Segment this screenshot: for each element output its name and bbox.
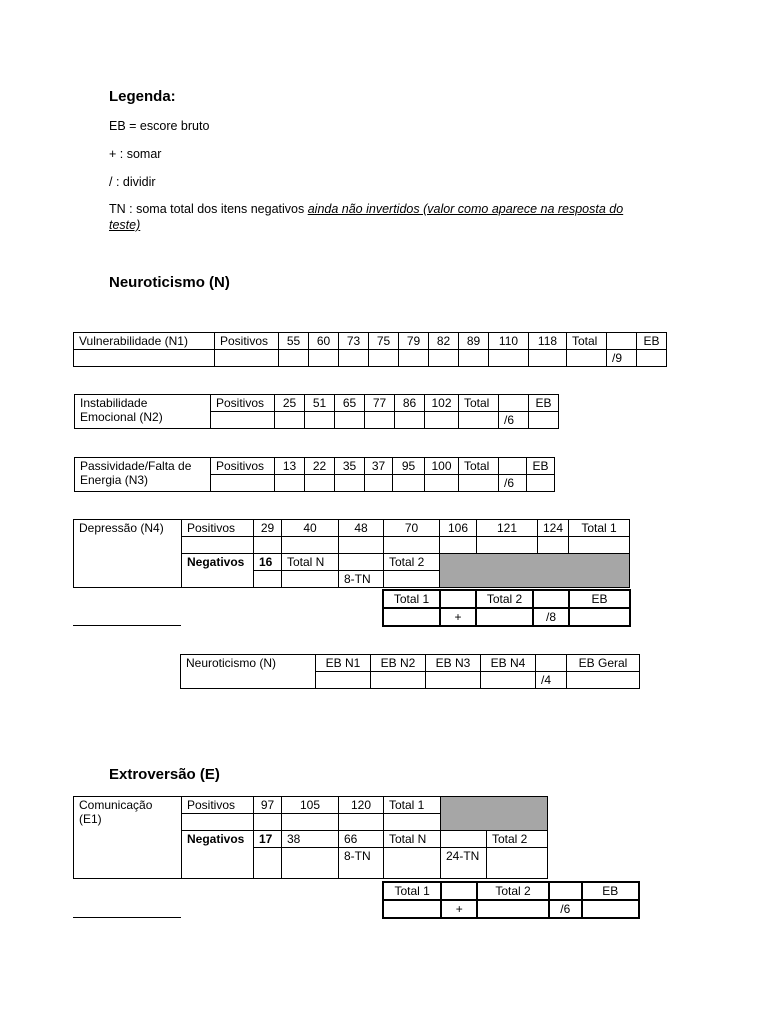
e1-totaln-cell[interactable] [384, 848, 441, 879]
n1-score-cell[interactable] [459, 350, 489, 367]
n2-cell [211, 412, 275, 429]
e1-neg-item: 17 [254, 831, 282, 848]
n3-score-cell[interactable] [305, 475, 335, 492]
e1-score-cell[interactable] [282, 814, 339, 831]
table-n2 [74, 394, 559, 429]
n4-cell [182, 537, 254, 554]
e1-shaded [441, 797, 548, 831]
n4-sum-total1-cell[interactable] [383, 608, 440, 626]
e1-neg-score-cell[interactable] [254, 848, 282, 879]
n4-shaded [440, 554, 630, 588]
n1-score-cell[interactable] [529, 350, 567, 367]
n3-item: 35 [335, 458, 365, 475]
n1-item: 60 [309, 333, 339, 350]
n1-item: 79 [399, 333, 429, 350]
n1-blank [607, 333, 637, 350]
n1-item: 55 [279, 333, 309, 350]
geral-label: Neuroticismo (N) [181, 655, 316, 689]
n1-item: 110 [489, 333, 529, 350]
geral-div: /4 [536, 672, 567, 689]
n1-cell [74, 350, 215, 367]
geral-score-cell[interactable] [371, 672, 426, 689]
n3-total-label: Total [459, 458, 499, 475]
e1-neg-item: 38 [282, 831, 339, 848]
n4-totaln-label: Total N [282, 554, 339, 571]
n4-sum-div: /8 [533, 608, 569, 626]
n3-div: /6 [499, 475, 527, 492]
n1-eb-cell[interactable] [637, 350, 667, 367]
geral-score-cell[interactable] [426, 672, 481, 689]
n3-item: 95 [393, 458, 425, 475]
n1-label: Vulnerabilidade (N1) [74, 333, 215, 350]
n4-total2-label: Total 2 [384, 554, 440, 571]
n3-score-cell[interactable] [365, 475, 393, 492]
n4-signature-line [73, 625, 181, 626]
n4-score-cell[interactable] [538, 537, 569, 554]
e1-sum-eb-label: EB [582, 882, 639, 900]
n2-blank [499, 395, 529, 412]
n1-item: 118 [529, 333, 567, 350]
n1-item: 73 [339, 333, 369, 350]
table-n3 [74, 457, 555, 492]
n2-pos-label: Positivos [211, 395, 275, 412]
geral-score-cell[interactable] [316, 672, 371, 689]
n2-score-cell[interactable] [335, 412, 365, 429]
n2-item: 51 [305, 395, 335, 412]
e1-sum-plus: + [441, 900, 477, 918]
n1-score-cell[interactable] [309, 350, 339, 367]
n4-sum-blank [440, 590, 476, 608]
n1-eb-label: EB [637, 333, 667, 350]
n4-score-cell[interactable] [282, 537, 339, 554]
geral-blank [536, 655, 567, 672]
e1-sum-total1-label: Total 1 [383, 882, 441, 900]
e1-item: 120 [339, 797, 384, 814]
e1-total1-label: Total 1 [384, 797, 441, 814]
table-e1 [73, 796, 548, 879]
legend-tn [109, 201, 654, 233]
n2-item: 86 [395, 395, 425, 412]
e1-item: 97 [254, 797, 282, 814]
n2-label: Instabilidade Emocional (N2) [75, 395, 211, 429]
geral-col-label: EB N4 [481, 655, 536, 672]
table-n1 [73, 332, 667, 367]
n2-score-cell[interactable] [275, 412, 305, 429]
n4-sum-eb-label: EB [569, 590, 630, 608]
n4-totaln-cell[interactable] [282, 571, 339, 588]
e1-tn24: 24-TN [441, 848, 487, 879]
e1-score-cell[interactable] [339, 814, 384, 831]
n4-label: Depressão (N4) [74, 520, 182, 588]
n4-neg-score-cell[interactable] [254, 571, 282, 588]
n1-score-cell[interactable] [429, 350, 459, 367]
n2-item: 77 [365, 395, 395, 412]
n2-eb-label: EB [529, 395, 559, 412]
n4-sum-plus: + [440, 608, 476, 626]
n4-item: 106 [440, 520, 477, 537]
n4-score-cell[interactable] [440, 537, 477, 554]
e1-total2-cell[interactable] [487, 848, 548, 879]
n4-item: 70 [384, 520, 440, 537]
n4-item: 124 [538, 520, 569, 537]
n1-score-cell[interactable] [279, 350, 309, 367]
e1-sum-total1-cell[interactable] [383, 900, 441, 918]
extro-title: Extroversão (E) [109, 766, 220, 783]
e1-neg-score-cell[interactable] [282, 848, 339, 879]
n1-div: /9 [607, 350, 637, 367]
e1-signature-line [73, 917, 181, 918]
n4-total2-cell[interactable] [384, 571, 440, 588]
n4-score-cell[interactable] [384, 537, 440, 554]
n2-score-cell[interactable] [305, 412, 335, 429]
e1-neg-label: Negativos [182, 831, 254, 879]
n4-tn: 8-TN [339, 571, 384, 588]
legend-tn-note: ainda não invertidos (valor como aparece na resposta do teste) [109, 202, 624, 232]
n4-cell [339, 554, 384, 571]
n2-total-cell[interactable] [459, 412, 499, 429]
n4-total1-cell[interactable] [569, 537, 630, 554]
n1-score-cell[interactable] [339, 350, 369, 367]
n4-score-cell[interactable] [477, 537, 538, 554]
n2-div: /6 [499, 412, 529, 429]
table-n4 [73, 519, 630, 588]
n3-blank [499, 458, 527, 475]
e1-label: Comunicação (E1) [74, 797, 182, 879]
n2-score-cell[interactable] [365, 412, 395, 429]
n4-sum-total2-cell[interactable] [476, 608, 533, 626]
n2-score-cell[interactable] [395, 412, 425, 429]
e1-total2-label: Total 2 [487, 831, 548, 848]
n3-item: 100 [425, 458, 459, 475]
e1-sum-eb-cell[interactable] [582, 900, 639, 918]
e1-item: 105 [282, 797, 339, 814]
geral-score-cell[interactable] [481, 672, 536, 689]
geral-eb-label: EB Geral [567, 655, 640, 672]
n1-pos-label: Positivos [215, 333, 279, 350]
n4-item: 40 [282, 520, 339, 537]
e1-pos-label: Positivos [182, 797, 254, 814]
n4-item: 121 [477, 520, 538, 537]
e1-total1-cell[interactable] [384, 814, 441, 831]
n3-score-cell[interactable] [425, 475, 459, 492]
n3-label: Passividade/Falta de Energia (N3) [75, 458, 211, 492]
legend-title: Legenda: [109, 88, 176, 105]
n3-eb-cell[interactable] [527, 475, 555, 492]
n4-score-cell[interactable] [254, 537, 282, 554]
n4-neg-label: Negativos [182, 554, 254, 588]
n4-score-cell[interactable] [339, 537, 384, 554]
geral-col-label: EB N1 [316, 655, 371, 672]
e1-sum-total2-cell[interactable] [477, 900, 549, 918]
n1-item: 89 [459, 333, 489, 350]
n1-item: 75 [369, 333, 399, 350]
e1-tn: 8-TN [339, 848, 384, 879]
n1-item: 82 [429, 333, 459, 350]
n3-score-cell[interactable] [393, 475, 425, 492]
n4-sum-total1-label: Total 1 [383, 590, 440, 608]
e1-sum-total2-label: Total 2 [477, 882, 549, 900]
n3-score-cell[interactable] [335, 475, 365, 492]
table-n4-sum [382, 589, 631, 627]
n3-eb-label: EB [527, 458, 555, 475]
n2-score-cell[interactable] [425, 412, 459, 429]
n3-item: 37 [365, 458, 393, 475]
e1-cell [441, 831, 487, 848]
n4-total1-label: Total 1 [569, 520, 630, 537]
n4-sum-eb-cell[interactable] [569, 608, 630, 626]
e1-cell [182, 814, 254, 831]
n2-item: 65 [335, 395, 365, 412]
legend-eb: EB = escore bruto [109, 119, 210, 133]
e1-sum-blank [441, 882, 477, 900]
n1-score-cell[interactable] [369, 350, 399, 367]
n4-item: 29 [254, 520, 282, 537]
n3-item: 22 [305, 458, 335, 475]
e1-neg-item: 66 [339, 831, 384, 848]
n4-pos-label: Positivos [182, 520, 254, 537]
n3-item: 13 [275, 458, 305, 475]
n4-sum-total2-label: Total 2 [476, 590, 533, 608]
legend-plus: + : somar [109, 147, 162, 161]
e1-score-cell[interactable] [254, 814, 282, 831]
n4-sum-blank [533, 590, 569, 608]
table-e1-sum [382, 881, 640, 919]
e1-sum-div: /6 [549, 900, 582, 918]
legend-tn-text: TN : soma total dos itens negativos [109, 202, 308, 216]
n2-eb-cell[interactable] [529, 412, 559, 429]
legend-div: / : dividir [109, 175, 156, 189]
table-neuro-geral [180, 654, 640, 689]
n4-item: 48 [339, 520, 384, 537]
neuro-title: Neuroticismo (N) [109, 274, 230, 291]
geral-eb-cell[interactable] [567, 672, 640, 689]
n1-total-cell[interactable] [567, 350, 607, 367]
n1-score-cell[interactable] [399, 350, 429, 367]
geral-col-label: EB N2 [371, 655, 426, 672]
n2-item: 102 [425, 395, 459, 412]
e1-sum-blank [549, 882, 582, 900]
n3-pos-label: Positivos [211, 458, 275, 475]
n1-total-label: Total [567, 333, 607, 350]
geral-col-label: EB N3 [426, 655, 481, 672]
n1-cell [215, 350, 279, 367]
n2-item: 25 [275, 395, 305, 412]
e1-totaln-label: Total N [384, 831, 441, 848]
n3-score-cell[interactable] [275, 475, 305, 492]
n1-score-cell[interactable] [489, 350, 529, 367]
n2-total-label: Total [459, 395, 499, 412]
n3-cell [211, 475, 275, 492]
n3-total-cell[interactable] [459, 475, 499, 492]
n4-neg-item: 16 [254, 554, 282, 571]
